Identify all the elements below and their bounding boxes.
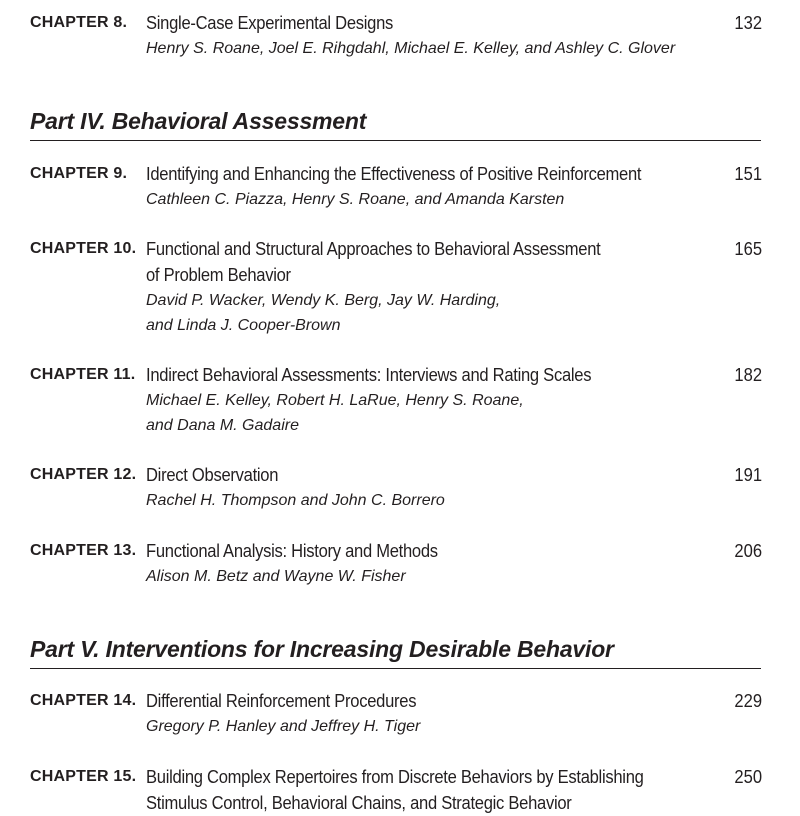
chapter-title-line: Functional Analysis: History and Methods [146, 541, 438, 561]
chapter-title-line: Differential Reinforcement Procedures [146, 691, 417, 711]
chapter-page-number: 250 [734, 767, 762, 787]
chapter-title-line: Single-Case Experimental Designs [146, 13, 394, 33]
chapter-page-number: 165 [734, 239, 762, 259]
chapter-title [146, 10, 624, 36]
chapter-page-number: 206 [734, 541, 762, 561]
chapter-title [146, 538, 624, 564]
part-heading: Part IV. Behavioral Assessment [30, 108, 367, 134]
chapter-authors-line: and Linda J. Cooper-Brown [146, 317, 341, 334]
chapter-page-number: 151 [734, 164, 762, 184]
chapter-title [146, 236, 624, 288]
chapter-page-number: 182 [734, 365, 762, 385]
chapter-label: CHAPTER 13. [30, 542, 137, 559]
chapter-label: CHAPTER 10. [30, 240, 137, 257]
chapter-page-number: 132 [734, 13, 762, 33]
toc-entry-chapter-13[interactable] [30, 538, 762, 589]
toc-entry-chapter-12[interactable] [30, 462, 762, 513]
chapter-authors-line: Alison M. Betz and Wayne W. Fisher [146, 568, 406, 585]
chapter-title-line: of Problem Behavior [146, 265, 291, 285]
chapter-title-line: Identifying and Enhancing the Effectiveness of Positive Reinforcement [146, 164, 642, 184]
chapter-authors-line: Michael E. Kelley, Robert H. LaRue, Henry S. Roane, [146, 392, 524, 409]
chapter-authors-line: and Dana M. Gadaire [146, 417, 299, 434]
chapter-title [146, 362, 624, 388]
chapter-authors-line: Henry S. Roane, Joel E. Rihgdahl, Michael E. Kelley, and Ashley C. Glover [146, 40, 676, 57]
chapter-title [146, 688, 624, 714]
toc-entry-chapter-10[interactable] [30, 236, 762, 338]
chapter-authors [146, 288, 666, 338]
chapter-title-line: Building Complex Repertoires from Discrete Behaviors by Establishing [146, 767, 644, 787]
chapter-title-line: Indirect Behavioral Assessments: Interviews and Rating Scales [146, 365, 592, 385]
chapter-authors-line: David P. Wacker, Wendy K. Berg, Jay W. Harding, [146, 292, 501, 309]
chapter-title [146, 161, 642, 187]
toc-entry-chapter-11[interactable] [30, 362, 762, 438]
chapter-authors-line: Cathleen C. Piazza, Henry S. Roane, and Amanda Karsten [146, 191, 565, 208]
chapter-page-number: 191 [734, 465, 762, 485]
chapter-label: CHAPTER 8. [30, 14, 128, 31]
chapter-authors-line: Rachel H. Thompson and John C. Borrero [146, 492, 445, 509]
part-iv-heading-block [30, 106, 761, 141]
toc-entry-chapter-15[interactable] [30, 764, 762, 816]
chapter-label: CHAPTER 11. [30, 366, 136, 383]
part-heading: Part V. Interventions for Increasing Desirable Behavior [30, 636, 614, 662]
chapter-title-line: Functional and Structural Approaches to Behavioral Assessment [146, 239, 601, 259]
chapter-title-line: Stimulus Control, Behavioral Chains, and Strategic Behavior [146, 793, 572, 813]
chapter-authors [146, 388, 666, 438]
chapter-authors [146, 187, 666, 212]
chapter-authors [146, 488, 666, 513]
chapter-title [146, 462, 624, 488]
chapter-label: CHAPTER 15. [30, 768, 137, 785]
toc-entry-chapter-9[interactable] [30, 161, 762, 212]
chapter-label: CHAPTER 9. [30, 165, 128, 182]
chapter-authors [146, 36, 676, 61]
chapter-page-number: 229 [734, 691, 762, 711]
toc-entry-chapter-14[interactable] [30, 688, 762, 739]
chapter-title [146, 764, 644, 816]
part-v-heading-block [30, 634, 761, 669]
chapter-authors-line: Gregory P. Hanley and Jeffrey H. Tiger [146, 718, 421, 735]
chapter-label: CHAPTER 14. [30, 692, 137, 709]
chapter-title-line: Direct Observation [146, 465, 279, 485]
chapter-authors [146, 714, 666, 739]
chapter-label: CHAPTER 12. [30, 466, 137, 483]
toc-entry-chapter-8[interactable] [30, 10, 762, 61]
chapter-authors [146, 564, 666, 589]
